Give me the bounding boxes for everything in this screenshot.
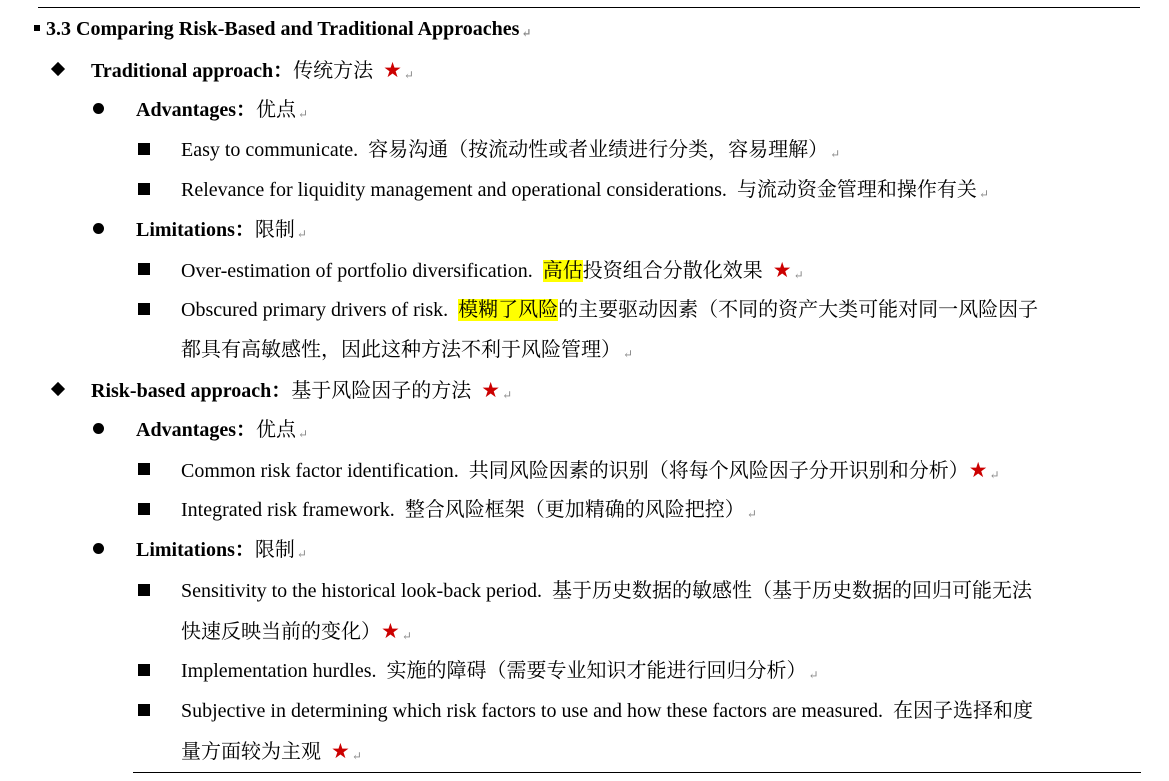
item-en: Relevance for liquidity management and operational considerations. [181,179,727,201]
paragraph-mark-icon: ↵ [298,107,309,121]
bottom-rule [133,772,1141,773]
paragraph-mark-icon: ↵ [989,468,1000,482]
traditional-heading-cn: 传统方法 [293,60,374,82]
square-bullet-icon [138,664,150,676]
square-bullet-icon [138,503,150,515]
section-title-text: 3.3 Comparing Risk-Based and Traditional Approaches [46,18,520,40]
traditional-heading-en: Traditional approach： [91,60,294,82]
diamond-bullet-icon [51,382,65,396]
square-bullet-icon [138,704,150,716]
paragraph-mark-icon: ↵ [623,347,634,361]
item-cn: 投资组合分散化效果 [582,260,763,282]
item-en: Obscured primary drivers of risk. [181,299,449,321]
list-item-continuation [181,337,633,367]
item-en: Easy to communicate. [181,139,359,161]
list-item [181,658,819,688]
item-cn: 整合风险框架（更加精确的风险把控） [404,499,745,521]
item-en: Subjective in determining which risk factors to use and how these factors are measured. [181,700,884,722]
item-cn-cont: 量方面较为主观 [181,741,321,763]
list-item [181,297,1038,323]
square-bullet-icon [138,143,150,155]
traditional-advantages-label [136,97,308,127]
paragraph-mark-icon: ↵ [830,147,841,161]
top-rule [38,7,1140,8]
item-cn-cont: 都具有高敏感性，因此这种方法不利于风险管理） [181,339,621,361]
highlighted-text: 高估 [542,260,583,282]
paragraph-mark-icon: ↵ [793,268,804,282]
limitations-label-en: Limitations： [136,539,255,561]
star-icon: ★ [331,739,350,763]
square-bullet-icon [138,263,150,275]
paragraph-mark-icon: ↵ [298,427,309,441]
square-bullet-icon [138,584,150,596]
item-cn: 容易沟通（按流动性或者业绩进行分类，容易理解） [368,139,829,161]
list-item [181,257,804,288]
item-en: Integrated risk framework. [181,499,395,521]
square-bullet-icon [138,183,150,195]
paragraph-mark-icon: ↵ [502,388,513,402]
advantages-label-en: Advantages： [136,419,257,441]
item-en: Sensitivity to the historical look-back period. [181,580,543,602]
section-bullet-icon [34,25,40,31]
item-en: Common risk factor identification. [181,460,459,482]
paragraph-mark-icon: ↵ [978,187,989,201]
star-icon: ★ [772,258,792,282]
square-bullet-icon [138,303,150,315]
item-cn: 基于历史数据的敏感性（基于历史数据的回归可能无法 [552,580,1033,602]
star-icon: ★ [381,619,400,643]
dot-bullet-icon [93,423,104,434]
star-icon: ★ [383,58,402,82]
square-bullet-icon [138,463,150,475]
limitations-label-en: Limitations： [136,219,255,241]
list-item [181,698,1033,724]
risk-based-heading-en: Risk-based approach： [91,380,292,402]
dot-bullet-icon [93,223,104,234]
section-title [46,16,532,46]
risk-based-advantages-label [136,417,308,447]
traditional-heading [91,57,414,88]
advantages-label-en: Advantages： [136,99,257,121]
dot-bullet-icon [93,543,104,554]
advantages-label-cn: 优点 [256,419,297,441]
paragraph-mark-icon: ↵ [746,507,757,521]
list-item [181,578,1032,604]
list-item [181,177,989,207]
risk-based-heading-cn: 基于风险因子的方法 [291,380,472,402]
diamond-bullet-icon [51,62,65,76]
item-en: Implementation hurdles. [181,660,377,682]
paragraph-mark-icon: ↵ [296,227,307,241]
paragraph-mark-icon: ↵ [808,668,819,682]
paragraph-mark-icon: ↵ [403,68,414,82]
list-item [181,497,757,527]
item-cn: 实施的障碍（需要专业知识才能进行回归分析） [386,660,807,682]
item-cn: 的主要驱动因素（不同的资产大类可能对同一风险因子 [558,299,1039,321]
limitations-label-cn: 限制 [254,539,295,561]
limitations-label-cn: 限制 [254,219,295,241]
highlighted-text: 模糊了风险 [458,299,559,321]
paragraph-mark-icon: ↵ [296,547,307,561]
item-en: Over-estimation of portfolio diversification. [181,260,533,282]
risk-based-limitations-label [136,537,307,567]
item-cn: 共同风险因素的识别（将每个风险因子分开识别和分析） [468,460,969,482]
item-cn: 在因子选择和度 [893,700,1034,722]
risk-based-heading [91,377,512,408]
traditional-limitations-label [136,217,307,247]
dot-bullet-icon [93,103,104,114]
paragraph-mark-icon: ↵ [351,749,362,763]
star-icon: ★ [481,378,501,402]
item-cn-cont: 快速反映当前的变化） [181,621,381,643]
list-item-continuation [181,618,412,649]
item-cn: 与流动资金管理和操作有关 [736,179,977,201]
paragraph-mark-icon: ↵ [401,629,412,643]
list-item-continuation [181,738,362,769]
list-item [181,137,840,167]
star-icon: ★ [968,458,988,482]
paragraph-mark-icon: ↵ [521,26,532,40]
list-item [181,457,1000,488]
advantages-label-cn: 优点 [256,99,297,121]
